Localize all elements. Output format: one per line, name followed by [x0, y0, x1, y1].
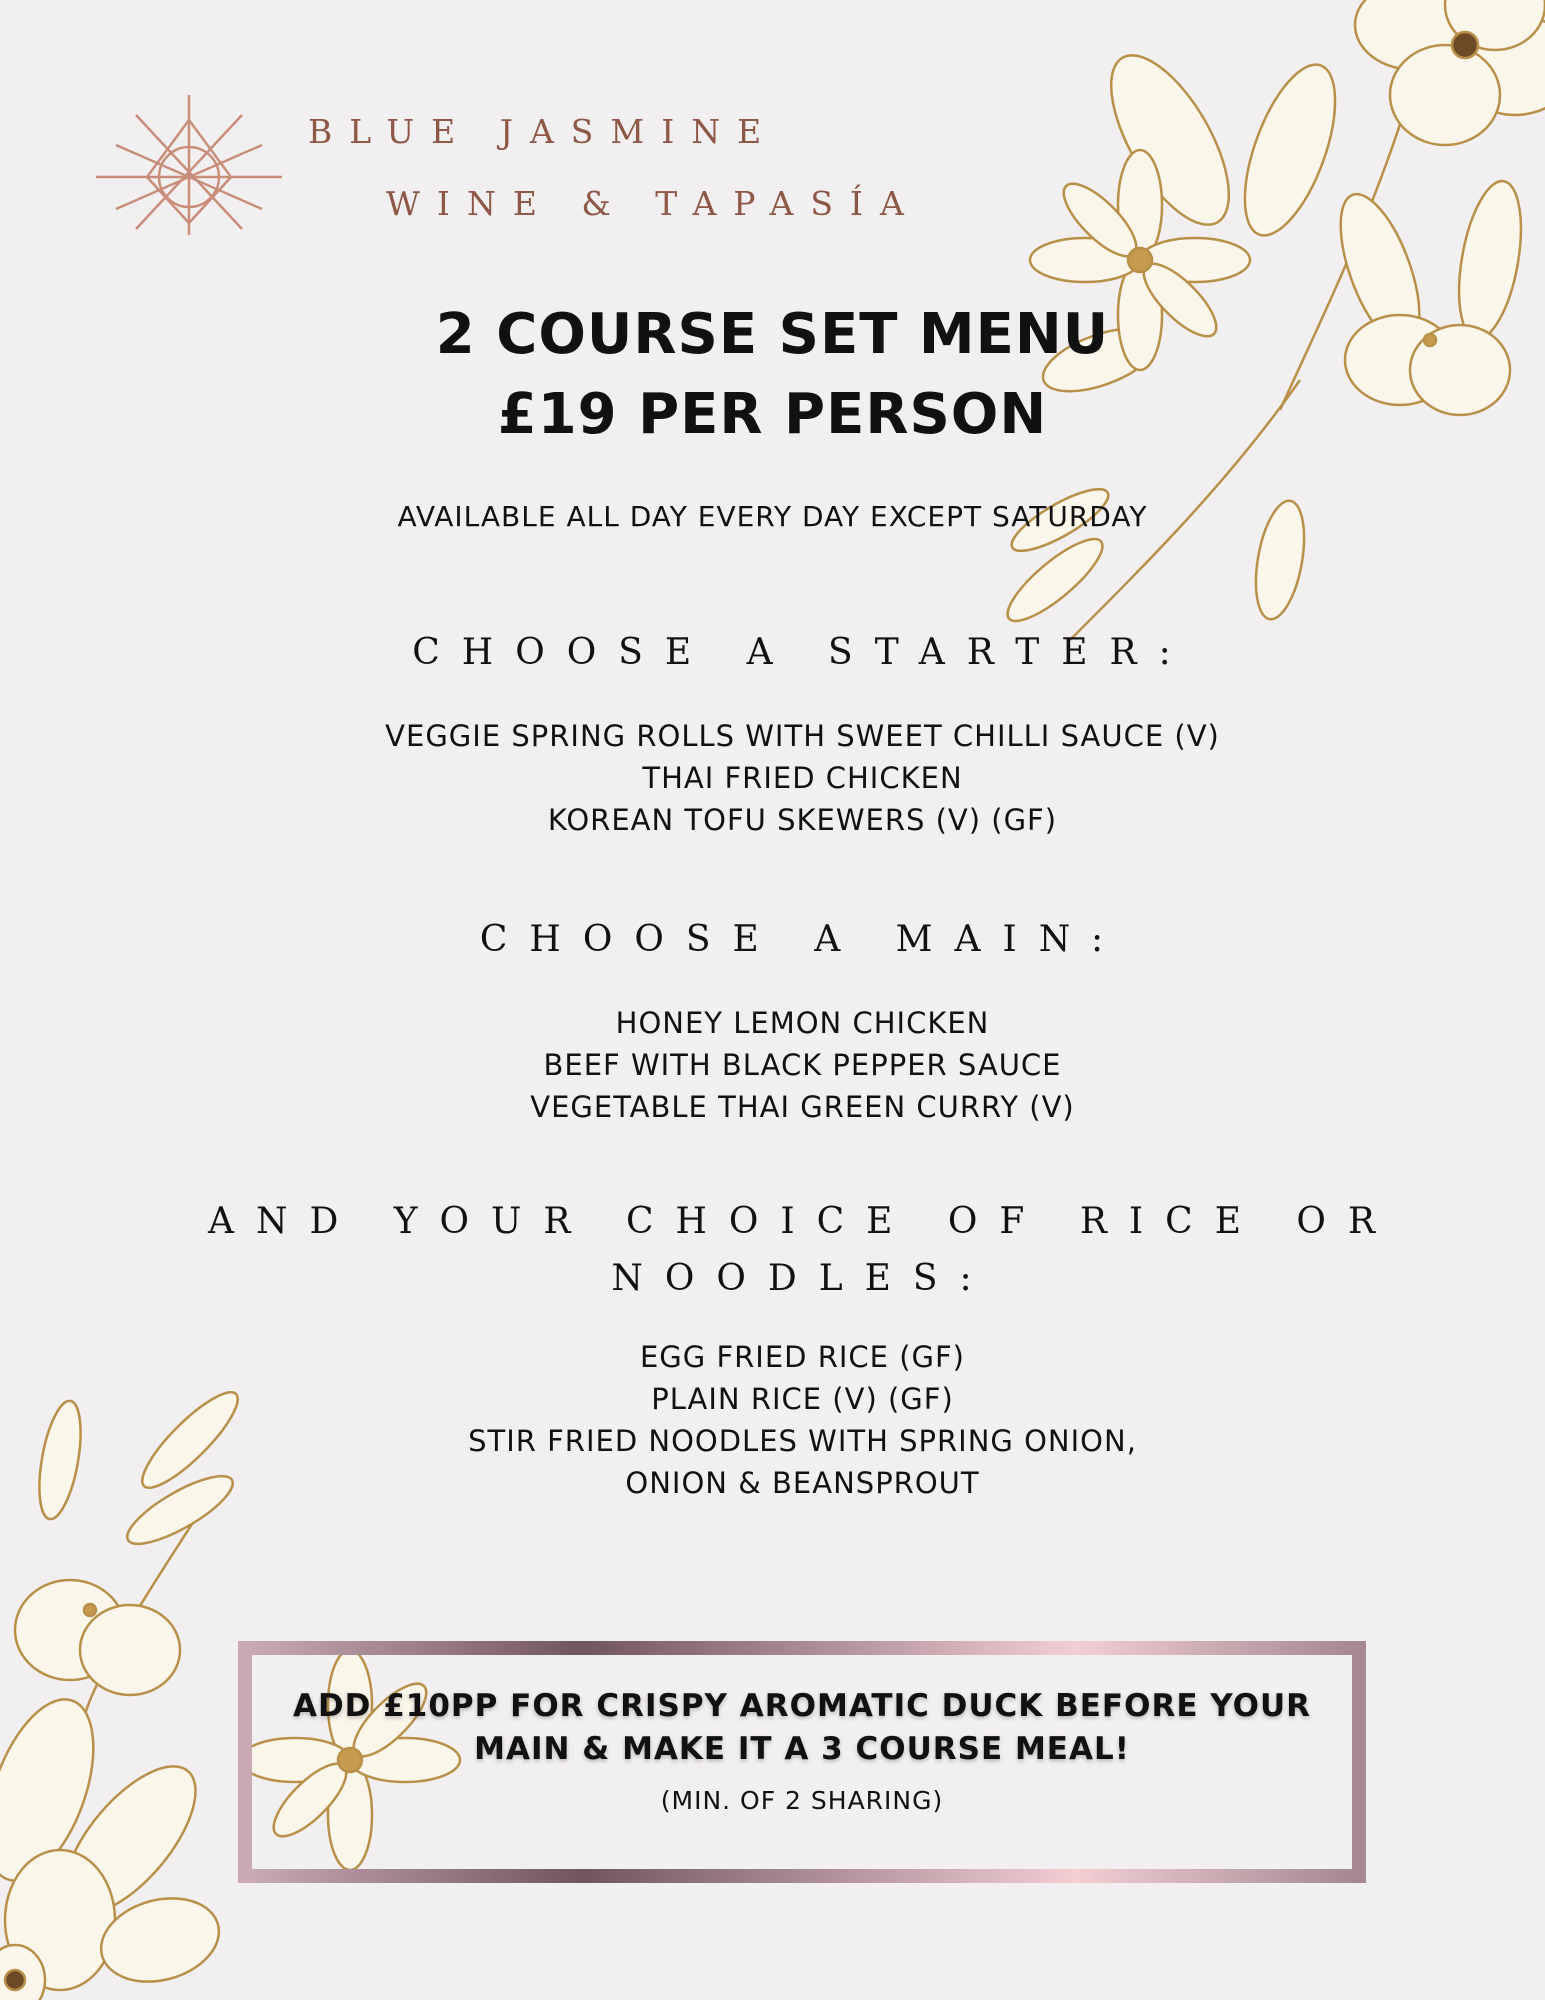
main-item: BEEF WITH BLACK PEPPER SAUCE: [543, 1048, 1062, 1082]
main-list: [0, 1002, 1545, 1128]
main-heading: CHOOSE A MAIN:: [479, 919, 1126, 960]
starter-item: KOREAN TOFU SKEWERS (V) (GF): [547, 803, 1058, 837]
starter-item: THAI FRIED CHICKEN: [642, 761, 963, 795]
side-item: PLAIN RICE (V) (GF): [651, 1382, 954, 1416]
offer-text-continued: MAIN & MAKE IT A 3 COURSE MEAL!: [474, 1731, 1130, 1767]
side-item: ONION & BEANSPROUT: [625, 1466, 980, 1500]
sides-list: [0, 1336, 1545, 1504]
starter-list: [0, 715, 1545, 841]
sides-heading: AND YOUR CHOICE OF RICE OR: [207, 1201, 1398, 1242]
side-item: EGG FRIED RICE (GF): [639, 1340, 965, 1374]
starter-item: VEGGIE SPRING ROLLS WITH SWEET CHILLI SAUCE (V): [385, 719, 1220, 753]
logo-icon: [96, 95, 282, 235]
side-item: STIR FRIED NOODLES WITH SPRING ONION,: [468, 1424, 1137, 1458]
main-item: HONEY LEMON CHICKEN: [615, 1006, 990, 1040]
starter-heading: CHOOSE A STARTER:: [412, 632, 1193, 673]
brand-subtitle: WINE & TAPASÍA: [386, 184, 921, 223]
main-item: VEGETABLE THAI GREEN CURRY (V): [530, 1090, 1075, 1124]
sides-heading-continued: NOODLES:: [611, 1258, 994, 1299]
menu-price: £19 PER PERSON: [497, 382, 1048, 447]
availability-note: AVAILABLE ALL DAY EVERY DAY EXCEPT SATURDAY: [397, 500, 1148, 533]
offer-note: (MIN. OF 2 SHARING): [660, 1786, 944, 1815]
brand-name: BLUE JASMINE: [308, 112, 779, 151]
menu-title: 2 COURSE SET MENU: [435, 302, 1110, 367]
offer-text: ADD £10PP FOR CRISPY AROMATIC DUCK BEFORE YOUR: [292, 1688, 1312, 1724]
